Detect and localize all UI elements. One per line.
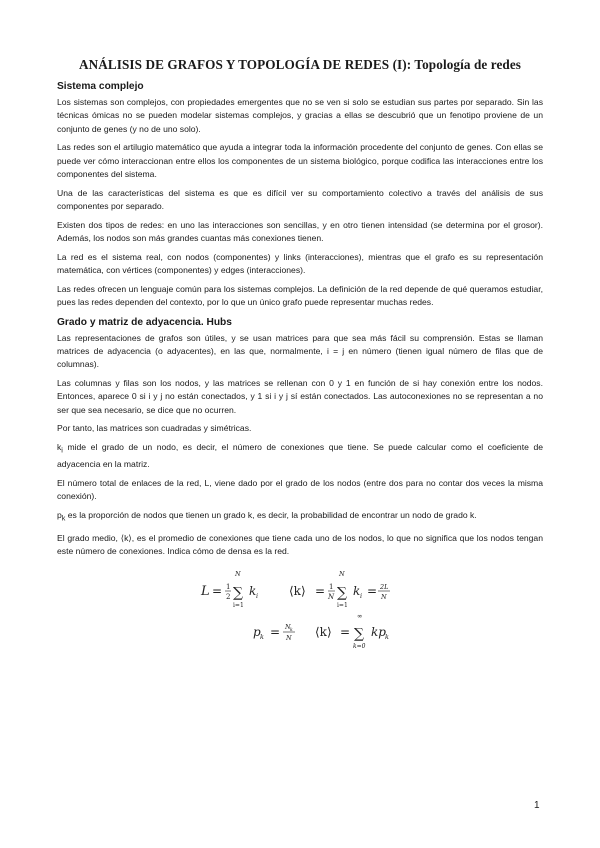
subscript-k: k [290, 627, 293, 633]
sum-symbol: ∑ [337, 584, 347, 601]
fraction-numerator: 2L [380, 582, 389, 591]
formula-L: L [201, 583, 210, 599]
section-heading-sistema-complejo: Sistema complejo [57, 81, 144, 92]
page-number: 1 [534, 800, 540, 811]
fraction-numerator: 1 [226, 582, 231, 591]
sum-lower-limit: i=1 [233, 601, 244, 609]
formula-equals: = [340, 624, 351, 639]
sum-upper-limit: N [235, 569, 241, 578]
document-body [57, 80, 543, 650]
formulas-svg [57, 564, 543, 650]
section-heading-grado-matriz: Grado y matriz de adyacencia. Hubs [57, 316, 232, 328]
formula-k: k [353, 583, 361, 598]
paragraph: Las representaciones de grafos son útiles, y se usan matrices para que sea más fácil su comprensión. Estas se llaman matrices de adyacencia (o adyacentes), en las que, normalmente, i = j en número (tienen igual número de filas que de columnas). [57, 332, 543, 370]
sum-upper-limit: N [339, 569, 345, 578]
paragraph: Las redes ofrecen un lenguaje común para los sistemas complejos. La definición de la red depende de qué queramos estudiar, pues las redes dependen del contexto, por lo que un único grafo puede representar muchas redes. [57, 284, 543, 308]
formula-block [57, 564, 543, 650]
fraction-denominator: 2 [226, 592, 231, 601]
sum-upper-limit: ∞ [357, 611, 363, 620]
subscript: i [61, 446, 63, 455]
subscript-i: i [256, 591, 259, 600]
fraction-denominator: N [381, 592, 387, 601]
paragraph: La red es el sistema real, con nodos (componentes) y links (interacciones), mientras que el grafo es su representación matemática, con vértices (componentes) y edges (interacciones). [57, 251, 543, 276]
paragraph: Los sistemas son complejos, con propiedades emergentes que no se ven si solo se estudian sus partes por separado. Sin las técnicas ómicas no se pueden modelar sistemas complejos, y gracias a ellas se descubrió que un fenotipo proviene de un conjunto de genes (y no de uno solo). [57, 97, 543, 134]
sum-lower-limit: i=1 [337, 601, 348, 609]
formula-equals: = [270, 624, 281, 639]
subscript-i: i [360, 591, 363, 600]
fraction-numerator: 1 [329, 582, 334, 591]
formula-equals: = [315, 583, 326, 598]
fraction-numerator: N [285, 622, 291, 631]
paragraph-node-degree: $k_i$ mide el grado de un nodo, es decir, el número de conexiones que tiene. Se puede calcular como el coeficiente de adyacencia en la matriz. [57, 442, 543, 470]
paragraph: El número total de enlaces de la red, L, viene dado por el grado de los nodos (entre dos para no contar dos veces la misma conexión). [57, 478, 543, 502]
subscript: k [61, 514, 66, 523]
formula-k: k [249, 583, 257, 598]
subscript-k: k [260, 632, 264, 641]
formula-mean-k: ⟨k⟩ [315, 624, 332, 639]
paragraph: Una de las características del sistema es que es difícil ver su comportamiento colectivo a través del análisis de sus componentes por separado. [57, 187, 543, 212]
formula-equals: = [212, 583, 223, 598]
formula-mean-k: ⟨k⟩ [289, 583, 306, 598]
sum-symbol: ∑ [354, 625, 364, 642]
formula-equals: = [367, 583, 378, 598]
fraction-denominator: N [328, 592, 335, 601]
fraction-denominator: N [286, 633, 292, 642]
document-title: ANÁLISIS DE GRAFOS Y TOPOLOGÍA DE REDES (I): Topología de redes [78, 57, 522, 72]
paragraph: Existen dos tipos de redes: en uno las interacciones son sencillas, y en otro tienen intensidad (se determina por el grosor). Además, los nodos son más grandes cuantas más conexiones tienen. [57, 219, 543, 244]
paragraph: Las columnas y filas son los nodos, y las matrices se rellenan con 0 y 1 en función de si hay conexión entre los nodos. Entonces, aparece 0 si i y j no están conectados, y 1 si i y j sí están conectados. Las autoconexiones no se representan a no ser que sea necesario, se dice que no ocurren. [57, 378, 543, 415]
sum-symbol: ∑ [233, 584, 243, 601]
paragraph-text: mide el grado de un nodo, es decir, el número de conexiones que tiene. Se puede calcular como el coeficiente de adyacencia en la matriz. [57, 442, 543, 470]
paragraph: Las redes son el artilugio matemático que ayuda a integrar toda la información procedente del conjunto de genes. Con ellas se puede ver cómo interaccionan entre ellos los componentes de un sistema biológico, porque codifica las interacciones entre los componentes del sistema. [57, 142, 543, 179]
paragraph: El grado medio, ⟨k⟩, es el promedio de conexiones que tiene cada uno de los nodos, lo que no significa que los nodos tengan este número de conexiones. Indica cómo de densa es la red. [57, 532, 543, 556]
subscript-k: k [385, 632, 389, 641]
formula-p: p [253, 624, 261, 639]
paragraph-degree-distribution: $p_k$ es la proporción de nodos que tienen un grado k, es decir, la probabilidad de encontrar un nodo de grado k. [57, 510, 477, 523]
sum-lower-limit: k=0 [353, 642, 366, 650]
formula-kp: kp [371, 624, 386, 639]
paragraph: Por tanto, las matrices son cuadradas y simétricas. [57, 423, 252, 434]
paragraph-text: es la proporción de nodos que tienen un grado k, es decir, la probabilidad de encontrar un nodo de grado k. [65, 510, 477, 521]
